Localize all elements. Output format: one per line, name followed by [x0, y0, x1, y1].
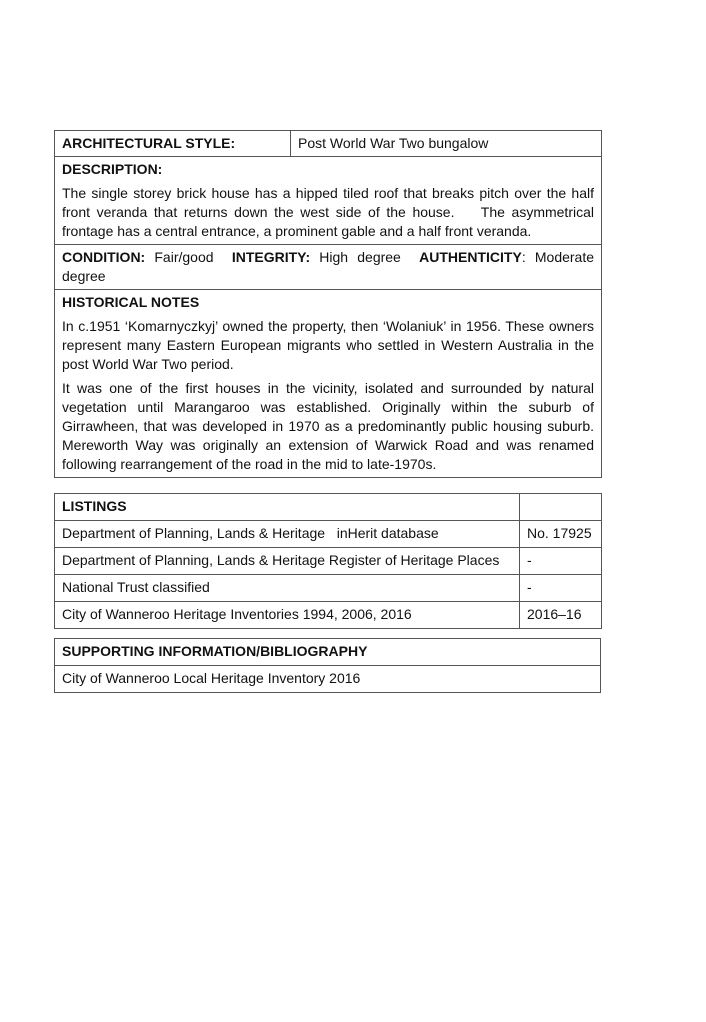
- historical-notes-heading: HISTORICAL NOTES: [62, 294, 200, 310]
- heritage-details-table: [54, 130, 602, 478]
- supporting-information-heading: SUPPORTING INFORMATION/BIBLIOGRAPHY: [55, 639, 601, 666]
- architectural-style-value: Post World War Two bungalow: [291, 131, 602, 157]
- condition-value: Fair/good: [154, 249, 214, 265]
- architectural-style-label: ARCHITECTURAL STYLE:: [55, 131, 291, 157]
- listing-name: National Trust classified: [55, 575, 520, 602]
- description-cell: [55, 157, 602, 245]
- description-row: [55, 157, 602, 245]
- authenticity-label: AUTHENTICITY: [419, 249, 522, 265]
- listing-value: 2016–16: [520, 602, 602, 629]
- listings-header-row: [55, 494, 602, 521]
- listing-name: City of Wanneroo Heritage Inventories 1994, 2006, 2016: [55, 602, 520, 629]
- listing-value: -: [520, 548, 602, 575]
- supporting-header-row: [55, 639, 601, 666]
- description-heading: DESCRIPTION:: [62, 161, 163, 177]
- assessment-row: [55, 245, 602, 290]
- listings-heading: LISTINGS: [55, 494, 520, 521]
- historical-notes-paragraph: In c.1951 ‘Komarnyczkyj’ owned the property, then ‘Wolaniuk’ in 1956. These owners represent many Eastern European migrants who settled in Western Australia in the post World War Two period.: [62, 318, 594, 372]
- bibliography-item: City of Wanneroo Local Heritage Inventory 2016: [55, 666, 601, 693]
- assessment-cell: [55, 245, 602, 290]
- listing-name: Department of Planning, Lands & Heritage inHerit database: [55, 521, 520, 548]
- listing-name: Department of Planning, Lands & Heritage Register of Heritage Places: [55, 548, 520, 575]
- table-row: [55, 602, 602, 629]
- table-row: [55, 666, 601, 693]
- listing-value: No. 17925: [520, 521, 602, 548]
- historical-notes-cell: [55, 290, 602, 478]
- description-text: The single storey brick house has a hipped tiled roof that breaks pitch over the half front veranda that returns down the west side of the house. The asymmetrical frontage has a central entrance, a prominent gable and a half front veranda.: [62, 185, 598, 239]
- historical-notes-row: [55, 290, 602, 478]
- table-row: [55, 575, 602, 602]
- historical-notes-paragraph: It was one of the first houses in the vicinity, isolated and surrounded by natural vegetation until Marangaroo was established. Originally within the suburb of Girrawheen, that was developed in 1970 as a predominantly public housing suburb. Mereworth Way was originally an extension of Warwick Road and was renamed following rearrangement of the road in the mid to late-1970s.: [62, 380, 594, 472]
- listings-header-empty: [520, 494, 602, 521]
- supporting-information-table: [54, 638, 601, 693]
- table-row: [55, 548, 602, 575]
- integrity-label: INTEGRITY:: [231, 249, 311, 265]
- listings-table: [54, 493, 602, 629]
- condition-label: CONDITION:: [62, 249, 146, 265]
- listing-value: -: [520, 575, 602, 602]
- table-row: [55, 521, 602, 548]
- authenticity-value: : Moderate degree: [62, 249, 595, 284]
- integrity-value: High degree: [319, 249, 401, 265]
- architectural-style-row: [55, 131, 602, 157]
